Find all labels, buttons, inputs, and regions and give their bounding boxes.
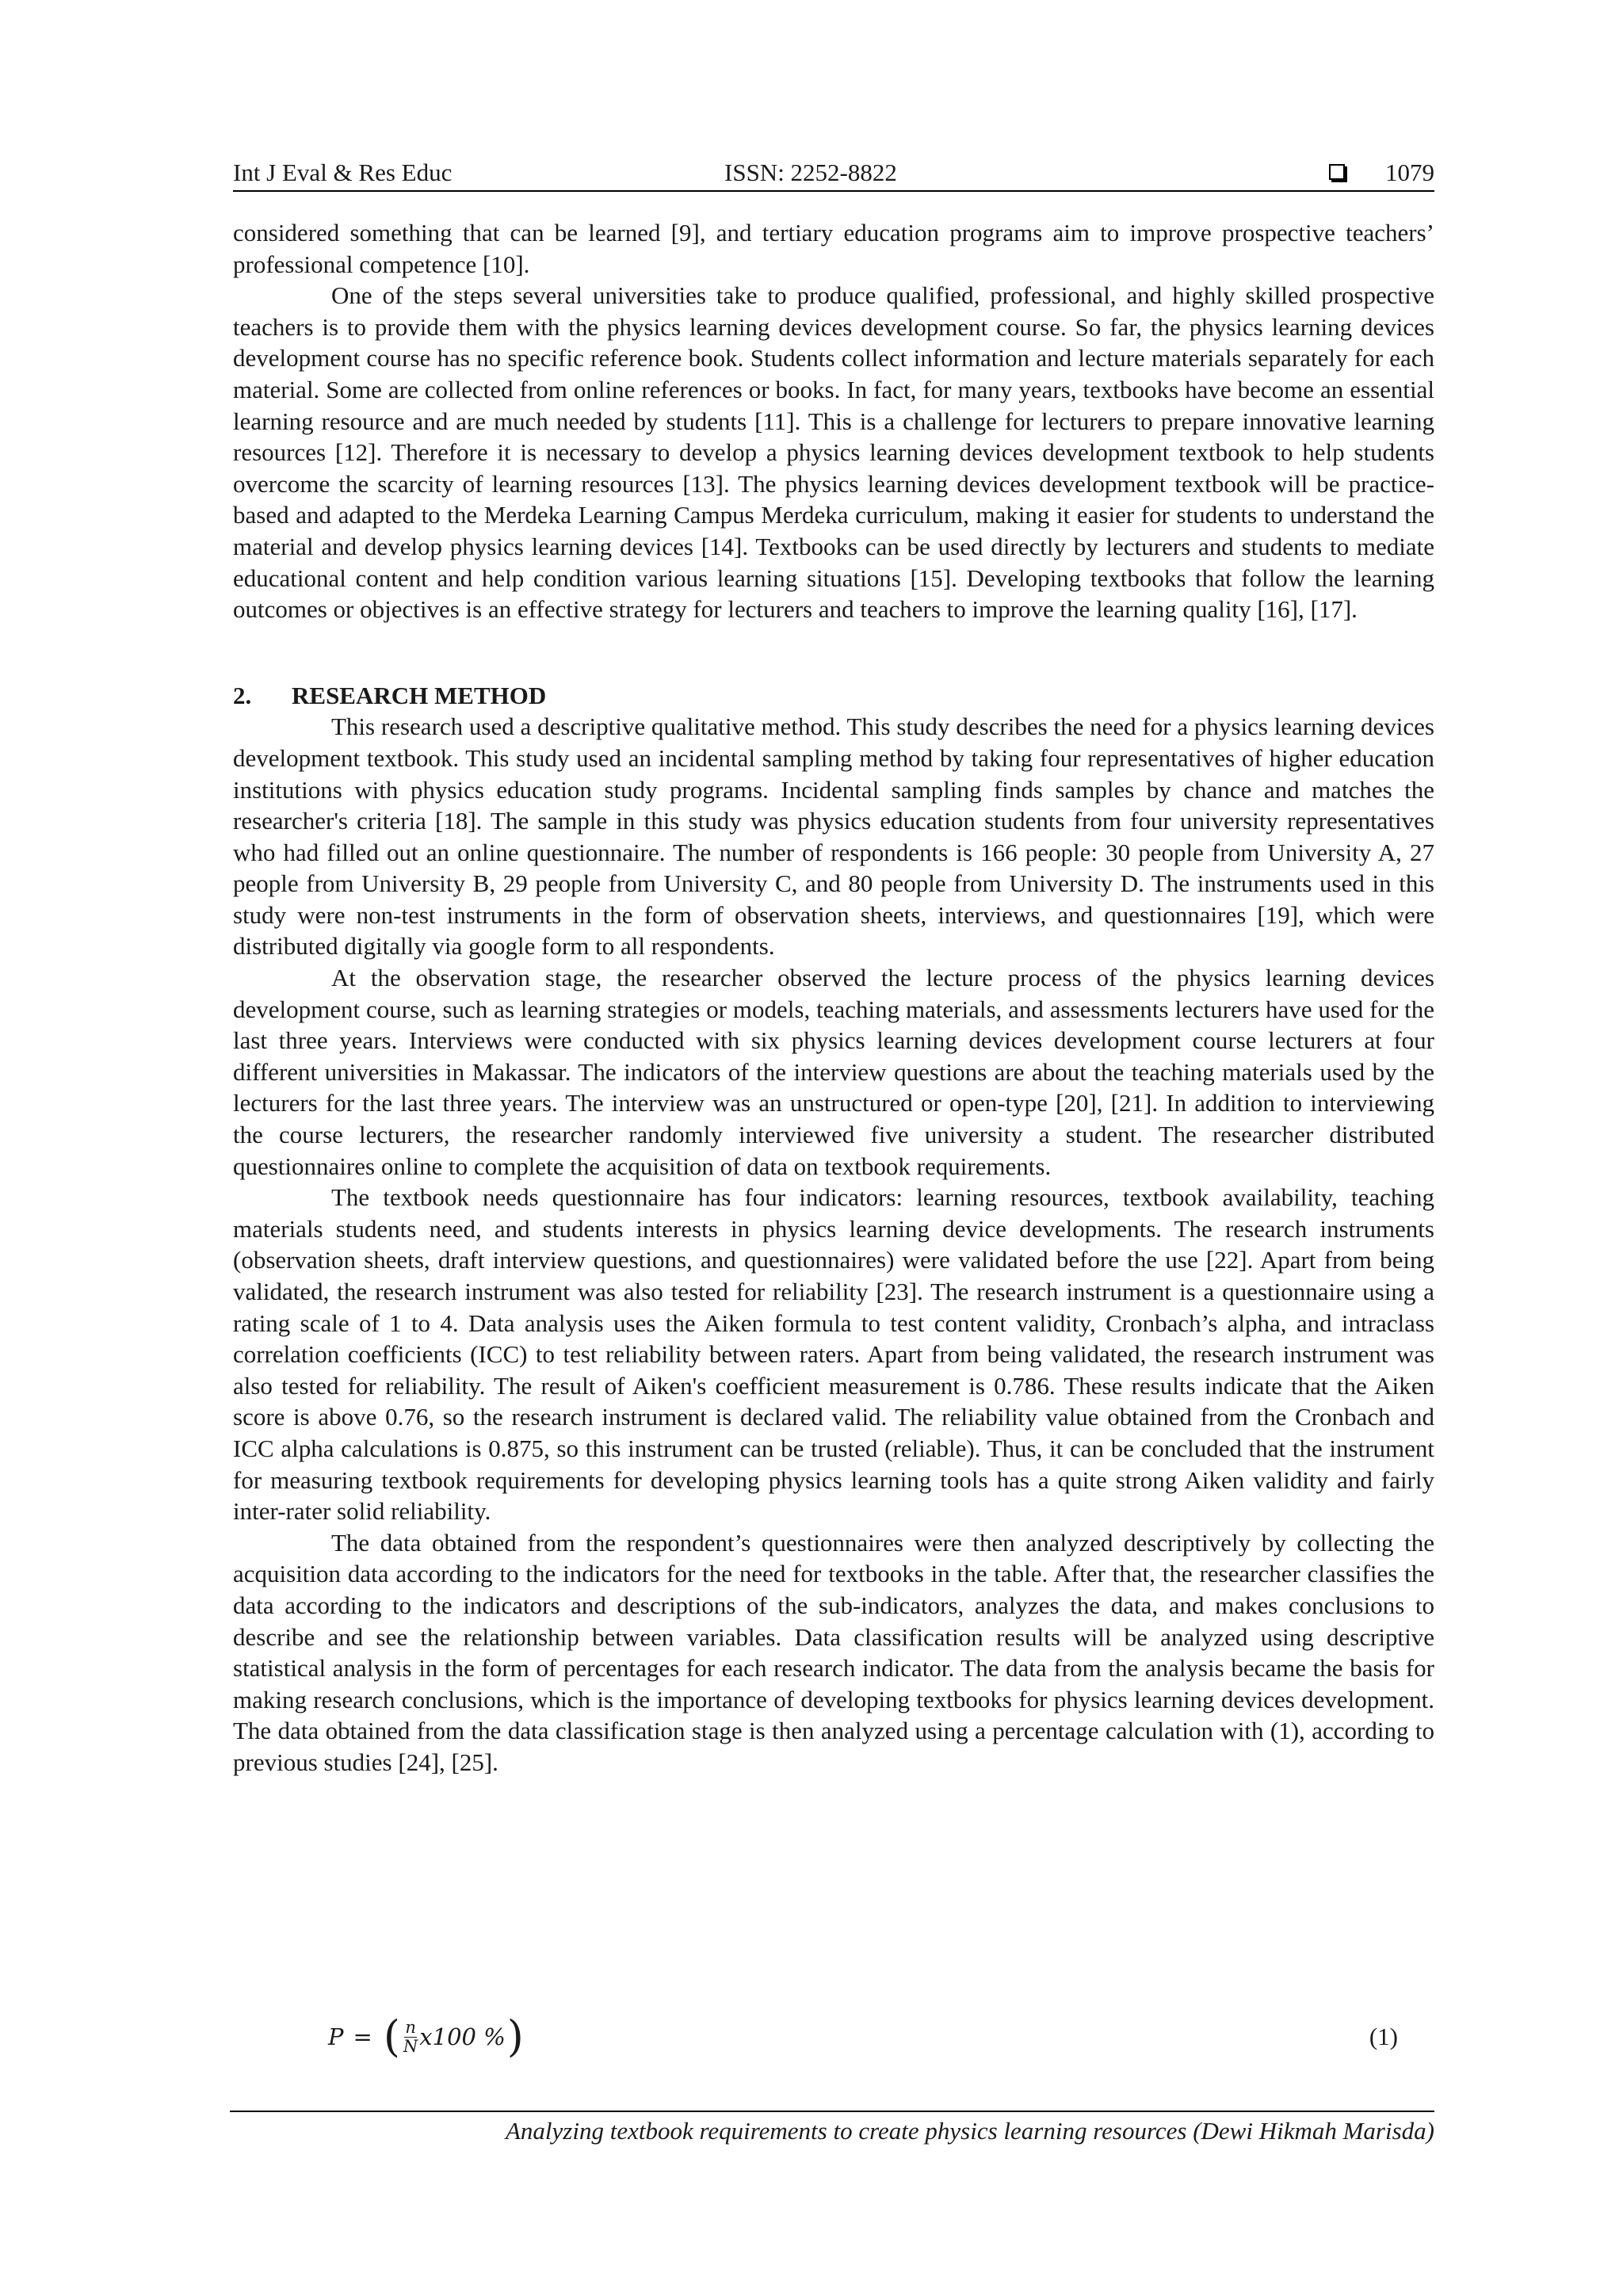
page-number: 1079 bbox=[1385, 159, 1434, 186]
paragraph-questionnaire-indicators: The textbook needs questionnaire has four indicators: learning resources, textbook availability, teaching materials students need, and students interests in physics learning device developments. The research instruments (observation sheets, draft interview questions, and questionnaires) were validated before the use [22]. Apart from being validated, the research instrument was also tested for reliability [23]. The research instrument is a questionnaire using a rating scale of 1 to 4. Data analysis uses the Aiken formula to test content validity, Cronbach’s alpha, and intraclass correlation coefficients (ICC) to test reliability between raters. Apart from being validated, the research instrument was also tested for reliability. The result of Aiken's coefficient measurement is 0.786. These results indicate that the Aiken score is above 0.76, so the research instrument is declared valid. The reliability value obtained from the Cronbach and ICC alpha calculations is 0.875, so this instrument can be trusted (reliable). Thus, it can be concluded that the instrument for measuring textbook requirements for developing physics learning tools has a quite strong Aiken validity and fairly inter-rater solid reliability. bbox=[233, 1183, 1434, 1526]
footer-divider bbox=[230, 2111, 1434, 2112]
equation-block bbox=[328, 2009, 1398, 2065]
equation-number: (1) bbox=[1369, 2023, 1398, 2050]
fraction-denominator: N bbox=[403, 2036, 418, 2056]
section-title: RESEARCH METHOD bbox=[292, 681, 547, 709]
journal-name: Int J Eval & Res Educ bbox=[233, 159, 453, 186]
checkbox-square-icon bbox=[1329, 164, 1345, 180]
equation-lhs: P bbox=[328, 2023, 344, 2050]
equation-rhs: x100 % bbox=[419, 2023, 506, 2050]
section-number: 2. bbox=[233, 681, 252, 709]
fraction bbox=[403, 2019, 418, 2054]
fraction-numerator: n bbox=[405, 2018, 416, 2038]
left-paren: ( bbox=[383, 2011, 400, 2061]
paragraph-observation-stage: At the observation stage, the researcher observed the lecture process of the physics learning devices development course, such as learning strategies or models, teaching materials, and assessments lecturers have used for the last three years. Interviews were conducted with six physics learning devices development course lecturers at four different universities in Makassar. The indicators of the interview questions are about the teaching materials used by the lecturers for the last three years. The interview was an unstructured or open-type [20], [21]. In addition to interviewing the course lecturers, the researcher randomly interviewed five university a student. The researcher distributed questionnaires online to complete the acquisition of data on textbook requirements. bbox=[233, 964, 1434, 1180]
main-body bbox=[233, 217, 1434, 1778]
issn-label: ISSN: 2252-8822 bbox=[724, 159, 897, 186]
paragraph-continuation: considered something that can be learned [9], and tertiary education programs aim to improve prospective teachers’ professional competence [10]. bbox=[233, 219, 1434, 278]
section-heading bbox=[233, 680, 1434, 712]
paragraph-method-design: This research used a descriptive qualitative method. This study describes the need for a physics learning devices development textbook. This study used an incidental sampling method by taking four representatives of higher education institutions with physics education study programs. Incidental sampling finds samples by chance and matches the researcher's criteria [18]. The sample in this study was physics education students from four university representatives who had filled out an online questionnaire. The number of respondents is 166 people: 30 people from University A, 27 people from University B, 29 people from University C, and 80 people from University D. The instruments used in this study were non-test instruments in the form of observation sheets, interviews, and questionnaires [19], which were distributed digitally via google form to all respondents. bbox=[233, 712, 1434, 961]
running-footer: Analyzing textbook requirements to create physics learning resources (Dewi Hikmah Marisda) bbox=[505, 2117, 1434, 2145]
right-paren: ) bbox=[506, 2011, 524, 2061]
equation-equals: = bbox=[353, 2023, 372, 2050]
percentage-formula bbox=[328, 2009, 525, 2065]
paragraph-data-analysis: The data obtained from the respondent’s questionnaires were then analyzed descriptively by collecting the acquisition data according to the indicators for the need for textbooks in the table. After that, the researcher classifies the data according to the indicators and descriptions of the sub-indicators, analyzes the data, and makes conclusions to describe and see the relationship between variables. Data classification results will be analyzed using descriptive statistical analysis in the form of percentages for each research indicator. The data from the analysis became the basis for making research conclusions, which is the importance of developing textbooks for physics learning devices development. The data obtained from the data classification stage is then analyzed using a percentage calculation with (1), according to previous studies [24], [25]. bbox=[233, 1528, 1434, 1776]
paragraph-intro-steps: One of the steps several universities take to produce qualified, professional, and highly skilled prospective teachers is to provide them with the physics learning devices development course. So far, the physics learning devices development course has no specific reference book. Students collect information and lecture materials separately for each material. Some are collected from online references or books. In fact, for many years, textbooks have become an essential learning resource and are much needed by students [11]. This is a challenge for lecturers to prepare innovative learning resources [12]. Therefore it is necessary to develop a physics learning devices development textbook to help students overcome the scarcity of learning resources [13]. The physics learning devices development textbook will be practice-based and adapted to the Merdeka Learning Campus Merdeka curriculum, making it easier for students to understand the material and develop physics learning devices [14]. Textbooks can be used directly by lecturers and students to mediate educational content and help condition various learning situations [15]. Developing textbooks that follow the learning outcomes or objectives is an effective strategy for lecturers and teachers to improve the learning quality [16], [17]. bbox=[233, 281, 1434, 624]
page-header bbox=[233, 155, 1434, 192]
